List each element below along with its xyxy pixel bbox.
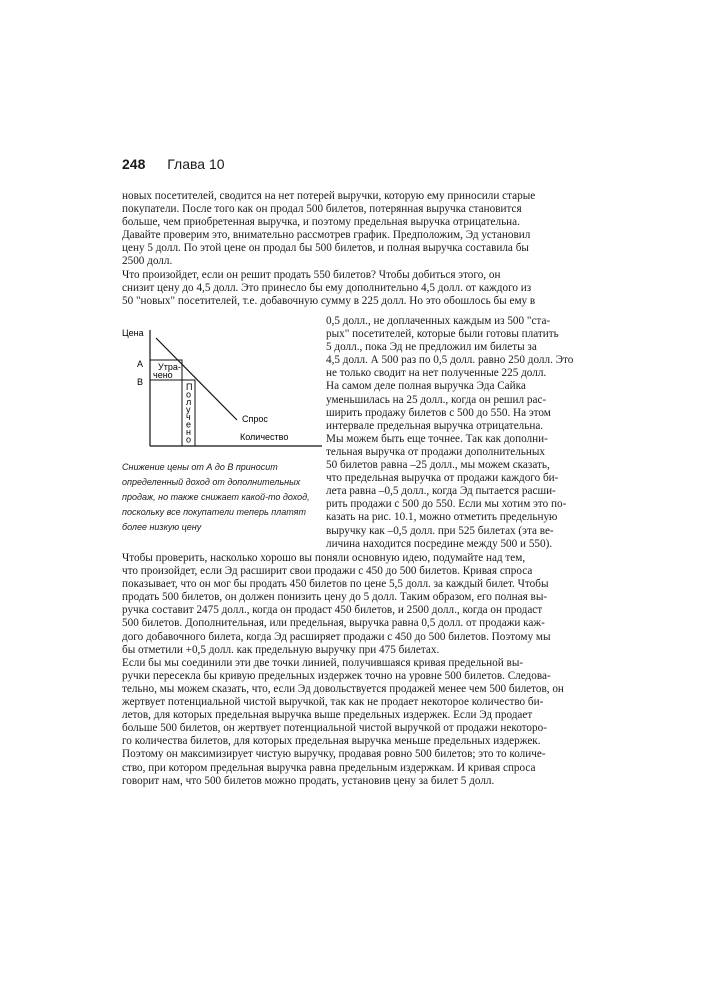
text-right-line: Мы можем быть еще точнее. Так как дополни-: [326, 432, 548, 445]
lost-label-2: чено: [153, 370, 173, 380]
caption-line: Снижение цены от А до В приносит: [122, 462, 278, 472]
chapter-title: Глава 10: [167, 156, 225, 172]
text-right-line: личина находится посредине между 500 и 550).: [326, 537, 553, 550]
text-bottom-line: дого добавочного билета, когда Эд расширяет продажи с 450 до 500 билетов. Поэтому мы: [122, 630, 551, 643]
text-top-line: снизит цену до 4,5 долл. Это принесло бы ему дополнительно 4,5 долл. от каждого из: [122, 281, 532, 294]
text-right-line: 5 долл., пока Эд не предложил им билеты за: [326, 341, 537, 354]
text-right-line: 0,5 долл., не доплаченных каждым из 500 "ста-: [326, 315, 551, 327]
point-b-label: В: [137, 377, 144, 387]
text-top-line: Что произойдет, если он решит продать 550 билетов? Чтобы добиться этого, он: [122, 268, 501, 281]
gained-label-letter: л: [186, 397, 192, 407]
page-header: [122, 156, 225, 172]
text-bottom-line: продать 500 билетов, он должен понизить цену до 5 долл. Таким образом, его полная вы-: [122, 591, 548, 604]
text-top-line: Давайте проверим это, внимательно рассмотрев график. Предположим, Эд установил: [122, 229, 531, 242]
text-top-line: 50 "новых" посетителей, т.е. добавочную сумму в 225 долл. Но это обошлось бы ему в: [122, 294, 536, 307]
text-bottom-line: Чтобы проверить, насколько хорошо вы поняли основную идею, подумайте над тем,: [122, 552, 526, 564]
text-bottom-line: говорит нам, что 500 билетов можно продать, установив цену за билет 5 долл.: [122, 774, 495, 787]
page-number: 248: [122, 156, 146, 172]
body-text-top: [122, 190, 583, 308]
body-text-right: [326, 315, 583, 551]
text-right-line: казать на рис. 10.1, можно отметить предельную: [326, 511, 558, 524]
text-right-line: рить продажи с 500 до 550. Если мы хотим это по-: [326, 498, 567, 511]
text-right-line: ширить продажу билетов с 500 до 550. На этом: [326, 406, 551, 419]
text-bottom-line: бы отметили +0,5 долл. как предельную выручку при 475 билетах.: [122, 643, 440, 656]
point-a-label: А: [137, 359, 144, 369]
text-bottom-line: Поэтому он максимизирует чистую выручку, продавая ровно 500 билетов; это то количе-: [122, 748, 546, 761]
lost-label-1: Утра-: [158, 362, 181, 372]
caption-line: продаж, но также снижает какой-то доход,: [122, 492, 310, 502]
text-bottom-line: ручка составит 2475 долл., когда он продаст 450 билетов, и 2500 долл., когда он продаст: [122, 604, 543, 617]
text-top-line: цену 5 долл. По этой цене он продал бы 500 билетов, и полная выручка составила бы: [122, 242, 529, 255]
text-top-line: покупатели. После того как он продал 500 билетов, потерянная выручка становится: [122, 203, 522, 216]
text-bottom-line: что произойдет, если Эд расширит свои продажи с 450 до 500 билетов. Кривая спроса: [122, 565, 533, 578]
gained-label-letter: П: [186, 382, 193, 392]
text-top-line: больше, чем приобретенная выручка, и поэтому предельная выручка отрицательна.: [122, 216, 520, 229]
text-right-line: выручку как –0,5 долл. при 525 билетах (эта ве-: [326, 524, 554, 537]
text-right-line: На самом деле полная выручка Эда Сайка: [326, 380, 526, 393]
y-axis-label: Цена: [122, 328, 144, 338]
demand-label: Спрос: [242, 414, 268, 424]
figure-caption: [122, 460, 322, 535]
text-bottom-line: тельно, мы можем сказать, что, если Эд довольствуется продажей менее чем 500 билетов, он: [122, 682, 564, 695]
text-bottom-line: летов, для которых предельная выручка выше предельных издержек. Если Эд продает: [122, 709, 533, 722]
gained-label-letter: о: [186, 434, 192, 445]
gained-label-letter: н: [186, 427, 191, 437]
x-axis-label: Количество: [240, 432, 289, 442]
text-top-line: новых посетителей, сводится на нет потерей выручки, которую ему приносили старые: [122, 190, 536, 202]
text-bottom-line: Если бы мы соединили эти две точки линией, получившаяся кривая предельной вы-: [122, 656, 524, 669]
text-right-line: тельная выручка от продажи дополнительных: [326, 445, 545, 458]
text-bottom-line: жертвует потенциальной чистой выручкой, так как не продает некоторое количество би-: [122, 696, 544, 709]
text-right-line: что предельная выручка от продажи каждого би-: [326, 472, 559, 485]
gained-label-letter: е: [186, 419, 192, 430]
gained-label-letter: о: [186, 389, 192, 400]
gained-label-letter: у: [186, 404, 191, 415]
text-right-line: интервале предельная выручка отрицательна.: [326, 419, 544, 432]
gained-label-letter: ч: [186, 412, 191, 422]
text-right-line: 50 билетов равна –25 долл., мы можем сказать,: [326, 459, 550, 472]
text-bottom-line: больше 500 билетов, он жертвует потенциальной чистой выручкой от продажи некоторо-: [122, 722, 547, 735]
text-right-line: лета равна –0,5 долл., когда Эд пытается расши-: [326, 485, 556, 498]
body-text-bottom: [122, 552, 583, 788]
caption-line: поскольку все покупатели теперь платят: [122, 507, 306, 517]
text-bottom-line: го количества билетов, для которых предельная выручка меньше предельных издержек.: [122, 735, 541, 748]
text-right-line: рых" посетителей, которые были готовы платить: [326, 328, 559, 341]
demand-figure: [122, 320, 322, 450]
caption-line: более низкую цену: [122, 522, 202, 532]
gained-label: [186, 382, 192, 445]
text-bottom-line: ручки пересекла бы кривую предельных издержек точно на уровне 500 билетов. Следова-: [122, 669, 551, 682]
text-right-line: 4,5 долл. А 500 раз по 0,5 долл. равно 250 долл. Это: [326, 354, 574, 367]
text-top-line: 2500 долл.: [122, 255, 173, 268]
caption-line: определенный доход от дополнительных: [122, 477, 301, 487]
text-bottom-line: показывает, что он мог бы продать 450 билетов по цене 5,5 долл. за каждый билет. Чтобы: [122, 578, 549, 591]
text-bottom-line: ство, при котором предельная выручка равна предельным издержкам. И кривая спроса: [122, 761, 536, 774]
text-right-line: уменьшилась на 25 долл., когда он решил рас-: [326, 393, 547, 406]
text-right-line: не только сводит на нет полученные 225 долл.: [326, 367, 547, 380]
text-bottom-line: 500 билетов. Дополнительная, или предельная, выручка равна 0,5 долл. от продажи каж-: [122, 617, 545, 630]
